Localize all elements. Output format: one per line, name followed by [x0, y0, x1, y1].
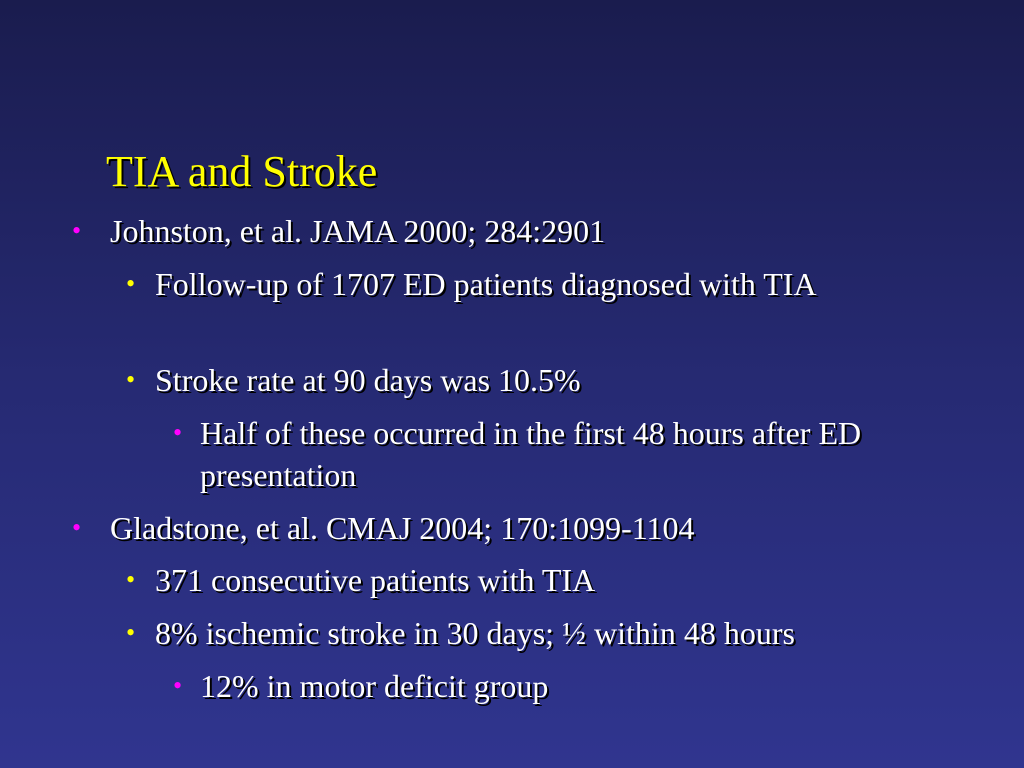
bullet-item [155, 612, 995, 654]
bullet-icon: • [126, 565, 136, 594]
bullet-icon: • [173, 418, 183, 447]
bullet-text: Gladstone, et al. CMAJ 2004; 170:1099-1104 [110, 510, 695, 546]
bullet-icon: • [126, 365, 136, 394]
bullet-item [200, 412, 900, 496]
bullet-text: Johnston, et al. JAMA 2000; 284:2901 [110, 213, 606, 249]
slide-title: TIA and Stroke [106, 147, 378, 196]
bullet-item [200, 665, 960, 707]
bullet-icon: • [126, 618, 136, 647]
bullet-item [110, 507, 990, 549]
bullet-icon: • [126, 269, 136, 298]
bullet-icon: • [72, 513, 82, 542]
bullet-text: Follow-up of 1707 ED patients diagnosed with TIA [155, 266, 817, 302]
bullet-text: 371 consecutive patients with TIA [155, 562, 596, 598]
bullet-item [110, 210, 990, 252]
bullet-icon: • [173, 671, 183, 700]
bullet-text: Stroke rate at 90 days was 10.5% [155, 362, 581, 398]
bullet-item [155, 359, 975, 401]
bullet-text: 8% ischemic stroke in 30 days; ½ within 48 hours [155, 615, 795, 651]
bullet-text: Half of these occurred in the first 48 hours after ED presentation [200, 415, 862, 493]
bullet-text: 12% in motor deficit group [200, 668, 549, 704]
bullet-icon: • [72, 216, 82, 245]
bullet-item [155, 559, 975, 601]
bullet-item [155, 263, 925, 305]
